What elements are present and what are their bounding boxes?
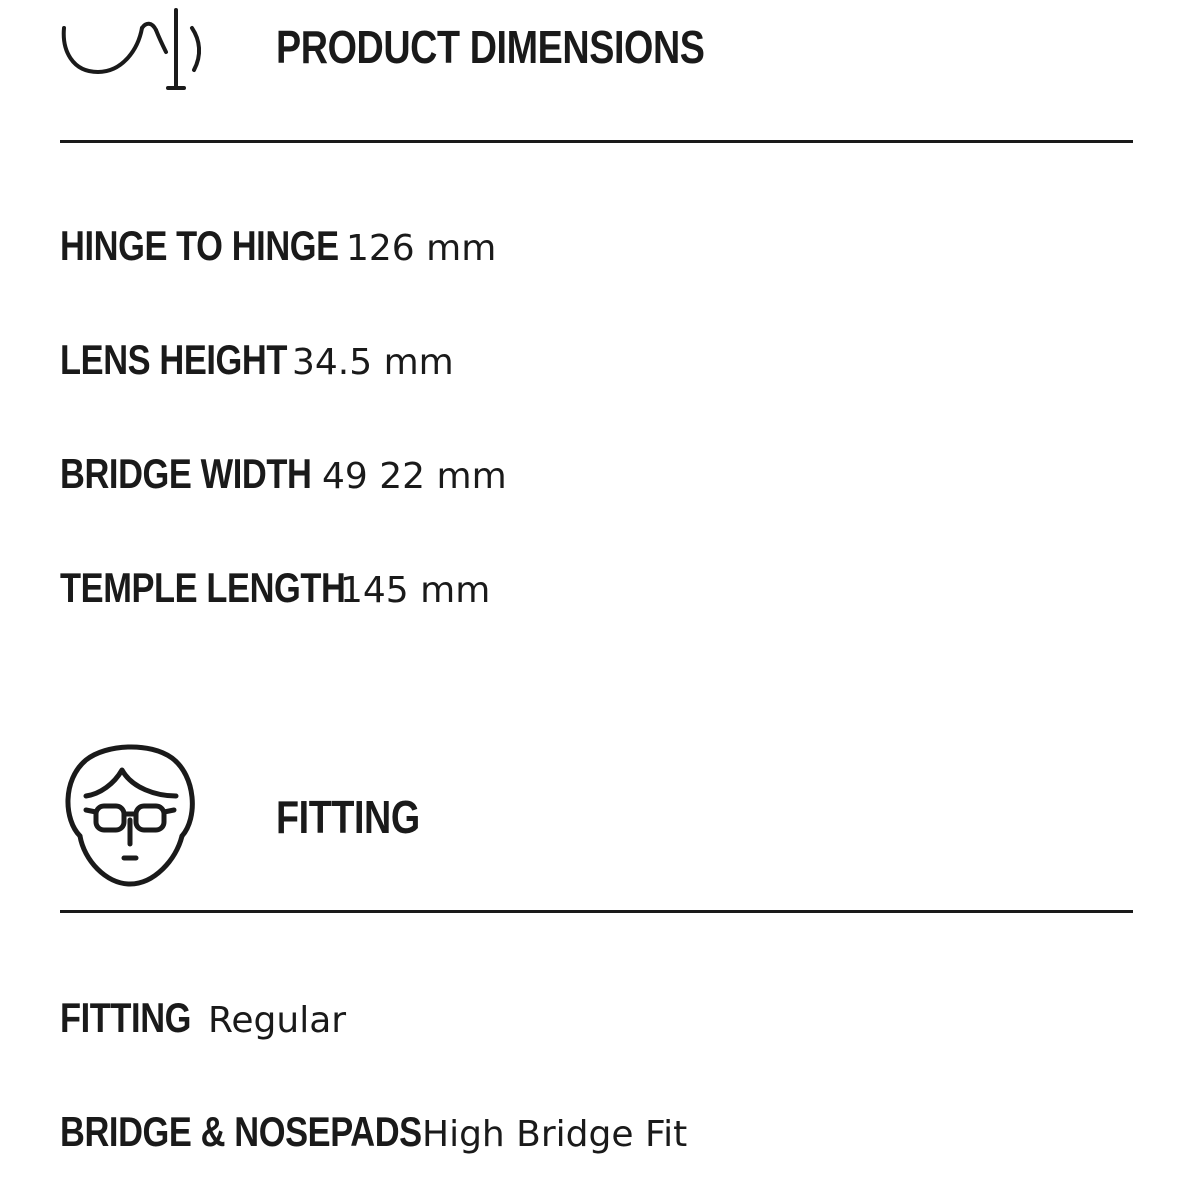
spec-label: TEMPLE LENGTH <box>60 564 346 611</box>
fitting-header <box>60 740 1133 890</box>
spec-row-hinge-to-hinge <box>60 222 496 270</box>
product-dimensions-header <box>60 0 1133 100</box>
spec-label: BRIDGE & NOSEPADS <box>60 1108 422 1155</box>
spec-row-fitting <box>60 994 346 1042</box>
spec-label: FITTING <box>60 994 192 1041</box>
section-divider <box>60 140 1133 143</box>
spec-value: Regular <box>208 1000 347 1041</box>
spec-row-bridge-nosepads <box>60 1108 687 1156</box>
section-title: FITTING <box>276 791 420 843</box>
spec-value: 145 mm <box>340 570 491 611</box>
spec-value: High Bridge Fit <box>422 1114 688 1155</box>
spec-label: LENS HEIGHT <box>60 336 288 383</box>
spec-value: 126 mm <box>346 228 497 269</box>
spec-label: HINGE TO HINGE <box>60 222 339 269</box>
spec-label: BRIDGE WIDTH <box>60 450 312 497</box>
section-divider <box>60 910 1133 913</box>
face-with-glasses-icon <box>60 740 200 895</box>
spec-row-lens-height <box>60 336 454 384</box>
spec-row-temple-length <box>60 564 490 612</box>
spec-value: 34.5 mm <box>292 342 454 383</box>
spec-value: 49 22 mm <box>322 456 507 497</box>
glasses-dimension-icon <box>60 0 210 105</box>
section-title: PRODUCT DIMENSIONS <box>276 21 705 73</box>
spec-row-bridge-width <box>60 450 507 498</box>
